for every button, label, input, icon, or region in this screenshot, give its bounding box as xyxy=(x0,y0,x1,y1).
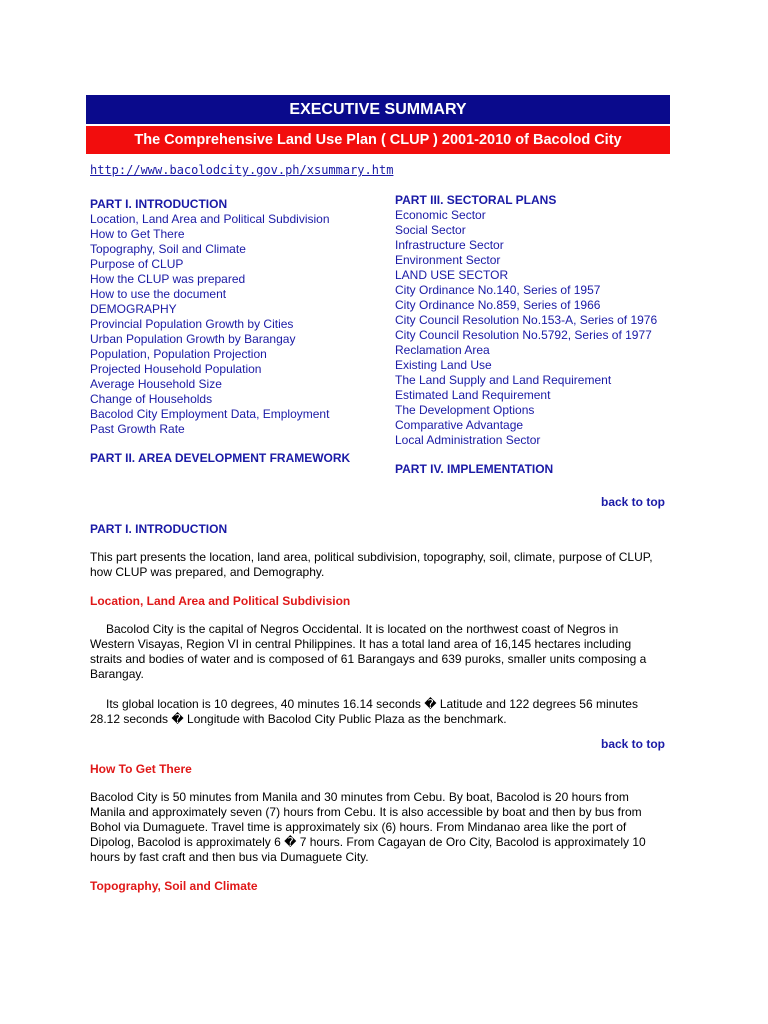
location-heading: Location, Land Area and Political Subdivision xyxy=(90,594,351,608)
how-to-get-there-paragraph: Bacolod City is 50 minutes from Manila and 30 minutes from Cebu. By boat, Bacolod is 20 hours from Manila and approximately seven (7) hours from Cebu. It is also accessible by boat and then by bus from Bohol via Dumaguete. Travel time is approximately six (6) hours. From Mindanao area like the port of Dipolog, Bacolod is approximately 6 � 7 hours. From Cagayan de Oro City, Bacolod is approximately 10 hours by fast craft and then bus via Dumaguete City. xyxy=(90,790,646,864)
back-to-top-link[interactable]: back to top xyxy=(600,495,665,509)
toc-part3-list xyxy=(395,208,670,448)
toc-part1-list xyxy=(90,212,380,437)
document-page xyxy=(86,95,670,893)
toc-part3-item[interactable]: Social Sector xyxy=(395,223,466,237)
toc-part3-item[interactable]: City Ordinance No.859, Series of 1966 xyxy=(395,298,601,312)
toc-part1-item[interactable]: Bacolod City Employment Data, Employment xyxy=(90,407,330,421)
toc-part3-item[interactable]: Comparative Advantage xyxy=(395,418,524,432)
part1-heading: PART I. INTRODUCTION xyxy=(90,522,228,536)
toc-part3-link[interactable]: PART III. SECTORAL PLANS xyxy=(395,193,557,207)
toc-part1-item[interactable]: Topography, Soil and Climate xyxy=(90,242,246,256)
toc-part3-item[interactable]: Estimated Land Requirement xyxy=(395,388,551,402)
table-of-contents xyxy=(86,177,670,497)
toc-part3-item[interactable]: Reclamation Area xyxy=(395,343,490,357)
toc-part1-link[interactable]: PART I. INTRODUCTION xyxy=(90,197,228,211)
toc-part1-item[interactable]: Projected Household Population xyxy=(90,362,262,376)
toc-part1-item[interactable]: How to Get There xyxy=(90,227,185,241)
toc-part3-item[interactable]: City Ordinance No.140, Series of 1957 xyxy=(395,283,601,297)
source-url-link[interactable]: http://www.bacolodcity.gov.ph/xsummary.htm xyxy=(90,163,394,177)
page-title: EXECUTIVE SUMMARY xyxy=(86,95,670,124)
toc-part3-item[interactable]: City Council Resolution No.153-A, Series of 1976 xyxy=(395,313,658,327)
location-paragraph-1: Bacolod City is the capital of Negros Occidental. It is located on the northwest coast of Negros in Western Visayas, Region VI in central Philippines. It has a total land area of 16,145 hectares including straits and bodies of water and is composed of 61 Barangays and 639 puroks, smaller units composing a Barangay. xyxy=(90,622,647,681)
toc-part1-item[interactable]: Location, Land Area and Political Subdivision xyxy=(90,212,330,226)
part1-intro-paragraph: This part presents the location, land area, political subdivision, topography, soil, climate, purpose of CLUP, how CLUP was prepared, and Demography. xyxy=(90,550,653,579)
toc-part3-item[interactable]: City Council Resolution No.5792, Series of 1977 xyxy=(395,328,652,342)
toc-part3-item[interactable]: Economic Sector xyxy=(395,208,486,222)
toc-part3-item[interactable]: Existing Land Use xyxy=(395,358,492,372)
toc-left-column xyxy=(90,197,380,466)
how-to-get-there-heading: How To Get There xyxy=(90,762,192,776)
toc-part3-item[interactable]: The Development Options xyxy=(395,403,535,417)
toc-part1-item[interactable]: Provincial Population Growth by Cities xyxy=(90,317,294,331)
location-paragraph-2: Its global location is 10 degrees, 40 minutes 16.14 seconds � Latitude and 122 degrees 56 minutes 28.12 seconds � Longitude with Bacolod City Public Plaza as the benchmark. xyxy=(90,697,638,726)
toc-part3-item[interactable]: Local Administration Sector xyxy=(395,433,541,447)
toc-part1-item[interactable]: Urban Population Growth by Barangay xyxy=(90,332,296,346)
toc-part1-item[interactable]: Change of Households xyxy=(90,392,213,406)
toc-part2-link[interactable]: PART II. AREA DEVELOPMENT FRAMEWORK xyxy=(90,451,351,465)
page-subtitle: The Comprehensive Land Use Plan ( CLUP ) 2001-2010 of Bacolod City xyxy=(86,126,670,154)
toc-part1-item[interactable]: DEMOGRAPHY xyxy=(90,302,177,316)
toc-part1-item[interactable]: Average Household Size xyxy=(90,377,222,391)
toc-part3-item[interactable]: Environment Sector xyxy=(395,253,501,267)
toc-part1-item[interactable]: Past Growth Rate xyxy=(90,422,185,436)
toc-part3-item[interactable]: LAND USE SECTOR xyxy=(395,268,509,282)
toc-part1-item[interactable]: How the CLUP was prepared xyxy=(90,272,246,286)
toc-part3-item[interactable]: Infrastructure Sector xyxy=(395,238,504,252)
toc-part4-link[interactable]: PART IV. IMPLEMENTATION xyxy=(395,462,554,476)
toc-part1-item[interactable]: Population, Population Projection xyxy=(90,347,267,361)
toc-part1-item[interactable]: Purpose of CLUP xyxy=(90,257,184,271)
topography-heading: Topography, Soil and Climate xyxy=(90,879,258,893)
toc-right-column xyxy=(395,193,670,477)
toc-part1-item[interactable]: How to use the document xyxy=(90,287,227,301)
back-to-top-link-2[interactable]: back to top xyxy=(600,737,665,751)
toc-part3-item[interactable]: The Land Supply and Land Requirement xyxy=(395,373,612,387)
